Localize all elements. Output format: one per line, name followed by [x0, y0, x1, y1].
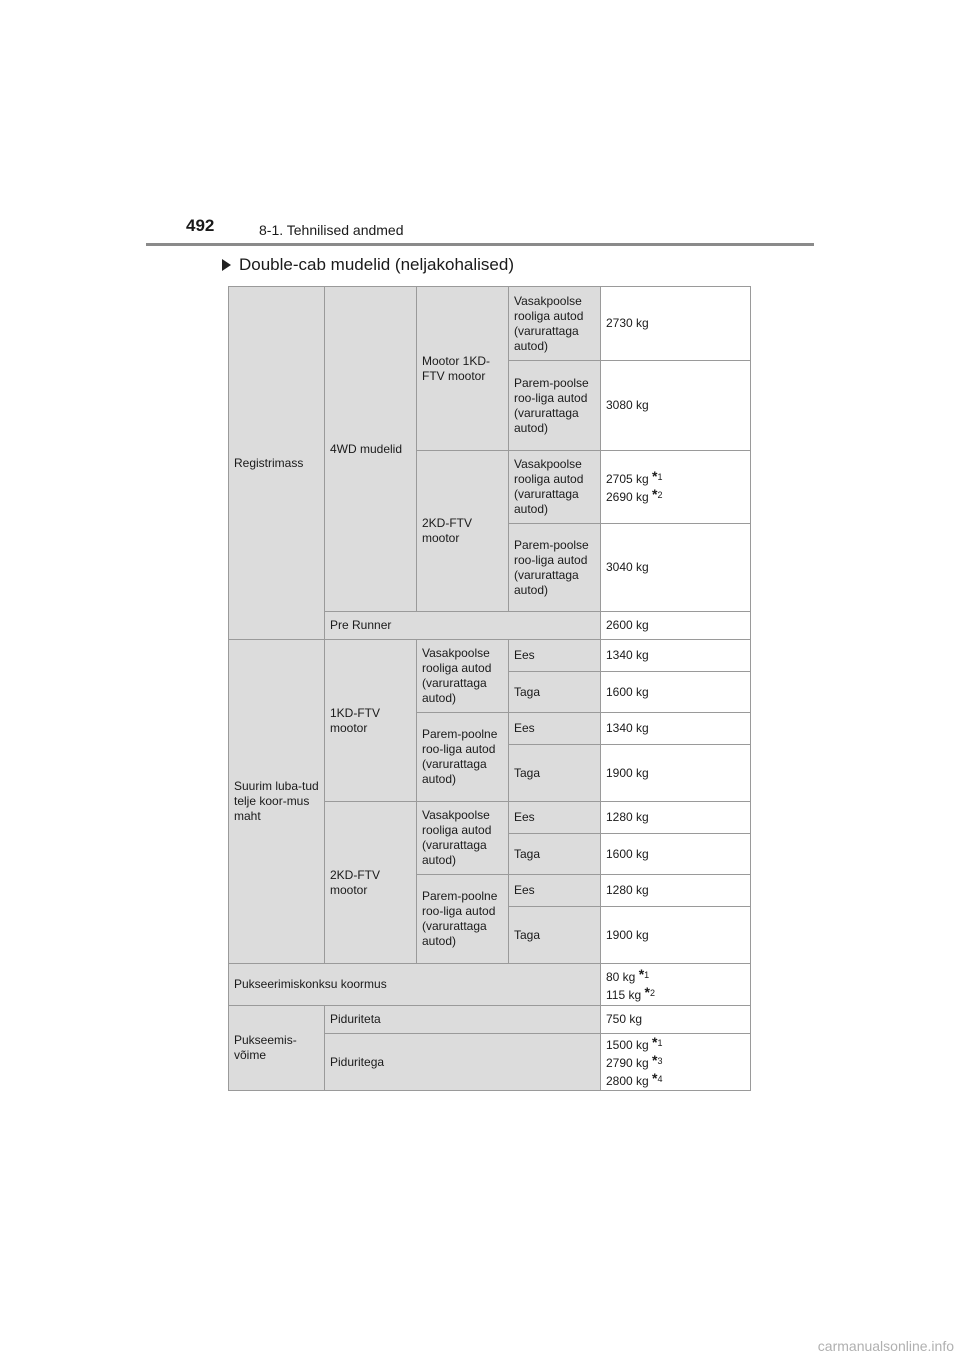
- value-line: 80 kg: [606, 969, 636, 984]
- coupling-value: [601, 964, 751, 1006]
- pre-runner-value: 2600 kg: [601, 612, 751, 640]
- pre-runner-label: Pre Runner: [325, 612, 601, 640]
- axle-1kd-rhd-rear-value: 1900 kg: [601, 745, 751, 802]
- axle-2kd-lhd-rear-value: 1600 kg: [601, 834, 751, 875]
- value-line: 2690 kg: [606, 490, 649, 504]
- value-line: 2800 kg: [606, 1074, 649, 1088]
- axle-front-label: Ees: [509, 875, 601, 907]
- section-title: 8-1. Tehnilised andmed: [259, 222, 404, 238]
- footnote-number: 1: [644, 969, 650, 980]
- footnote-number: 2: [657, 490, 663, 500]
- table-row: [229, 964, 751, 1006]
- gross-mass-engine-2kd: 2KD-FTV mootor: [417, 451, 509, 612]
- footnote-asterisk: *: [652, 1070, 658, 1086]
- gross-mass-2kd-lhd: Vasakpoolse rooliga autod (varurattaga autod): [509, 451, 601, 524]
- axle-rear-label: Taga: [509, 834, 601, 875]
- axle-rear-label: Taga: [509, 672, 601, 713]
- axle-1kd-lhd-rear-value: 1600 kg: [601, 672, 751, 713]
- table-row: [229, 287, 751, 361]
- axle-label: Suurim luba-tud telje koor-mus maht: [229, 640, 325, 964]
- footnote-asterisk: *: [652, 468, 658, 484]
- axle-2kd-rhd: Parem-poolne roo-liga autod (varurattaga autod): [417, 875, 509, 964]
- towing-unbraked-label: Piduriteta: [325, 1006, 601, 1034]
- subtitle: [222, 255, 514, 275]
- table-row: [229, 640, 751, 672]
- axle-1kd-lhd-front-value: 1340 kg: [601, 640, 751, 672]
- watermark: carmanualsonline.info: [817, 1338, 954, 1354]
- table-row: [229, 1006, 751, 1034]
- axle-front-label: Ees: [509, 713, 601, 745]
- gross-mass-1kd-rhd: Parem-poolse roo-liga autod (varurattaga autod): [509, 361, 601, 451]
- gross-mass-model: 4WD mudelid: [325, 287, 417, 612]
- footnote-number: 2: [649, 987, 655, 998]
- coupling-label: Pukseerimiskonksu koormus: [229, 964, 601, 1006]
- footnote-asterisk: *: [652, 486, 658, 502]
- footnote-asterisk: *: [644, 983, 650, 1000]
- towing-braked-value: [601, 1034, 751, 1091]
- axle-engine-2kd: 2KD-FTV mootor: [325, 802, 417, 964]
- value-line: 2790 kg: [606, 1056, 649, 1070]
- spec-table: [228, 286, 751, 1091]
- axle-rear-label: Taga: [509, 907, 601, 964]
- gross-mass-1kd-rhd-value: 3080 kg: [601, 361, 751, 451]
- value-line: 1500 kg: [606, 1038, 649, 1052]
- footnote-asterisk: *: [652, 1034, 658, 1050]
- axle-2kd-rhd-rear-value: 1900 kg: [601, 907, 751, 964]
- footnote-number: 4: [657, 1074, 663, 1084]
- axle-2kd-lhd-front-value: 1280 kg: [601, 802, 751, 834]
- axle-front-label: Ees: [509, 640, 601, 672]
- value-line: 2705 kg: [606, 472, 649, 486]
- footnote-asterisk: *: [652, 1052, 658, 1068]
- axle-2kd-lhd: Vasakpoolse rooliga autod (varurattaga autod): [417, 802, 509, 875]
- gross-mass-1kd-lhd: Vasakpoolse rooliga autod (varurattaga autod): [509, 287, 601, 361]
- gross-mass-1kd-lhd-value: 2730 kg: [601, 287, 751, 361]
- page-number: 492: [186, 216, 215, 235]
- axle-2kd-rhd-front-value: 1280 kg: [601, 875, 751, 907]
- footnote-number: 1: [657, 1038, 663, 1048]
- gross-mass-2kd-rhd-value: 3040 kg: [601, 524, 751, 612]
- axle-front-label: Ees: [509, 802, 601, 834]
- axle-rear-label: Taga: [509, 745, 601, 802]
- gross-mass-engine-1kd: Mootor 1KD-FTV mootor: [417, 287, 509, 451]
- footnote-number: 1: [657, 472, 663, 482]
- gross-mass-2kd-lhd-value: [601, 451, 751, 524]
- axle-1kd-rhd-front-value: 1340 kg: [601, 713, 751, 745]
- value-line: 115 kg: [606, 987, 642, 1002]
- axle-1kd-lhd: Vasakpoolse rooliga autod (varurattaga autod): [417, 640, 509, 713]
- axle-1kd-rhd: Parem-poolne roo-liga autod (varurattaga autod): [417, 713, 509, 802]
- towing-unbraked-value: 750 kg: [601, 1006, 751, 1034]
- axle-engine-1kd: 1KD-FTV mootor: [325, 640, 417, 802]
- towing-label: Pukseemis-võime: [229, 1006, 325, 1091]
- footnote-number: 3: [657, 1056, 663, 1066]
- header-rule: [146, 243, 814, 246]
- gross-mass-2kd-rhd: Parem-poolse roo-liga autod (varurattaga autod): [509, 524, 601, 612]
- subtitle-text: Double-cab mudelid (neljakohalised): [239, 255, 514, 274]
- towing-braked-label: Piduritega: [325, 1034, 601, 1091]
- footnote-asterisk: *: [638, 965, 645, 982]
- gross-mass-label: Registrimass: [229, 287, 325, 640]
- arrow-right-icon: [222, 259, 231, 271]
